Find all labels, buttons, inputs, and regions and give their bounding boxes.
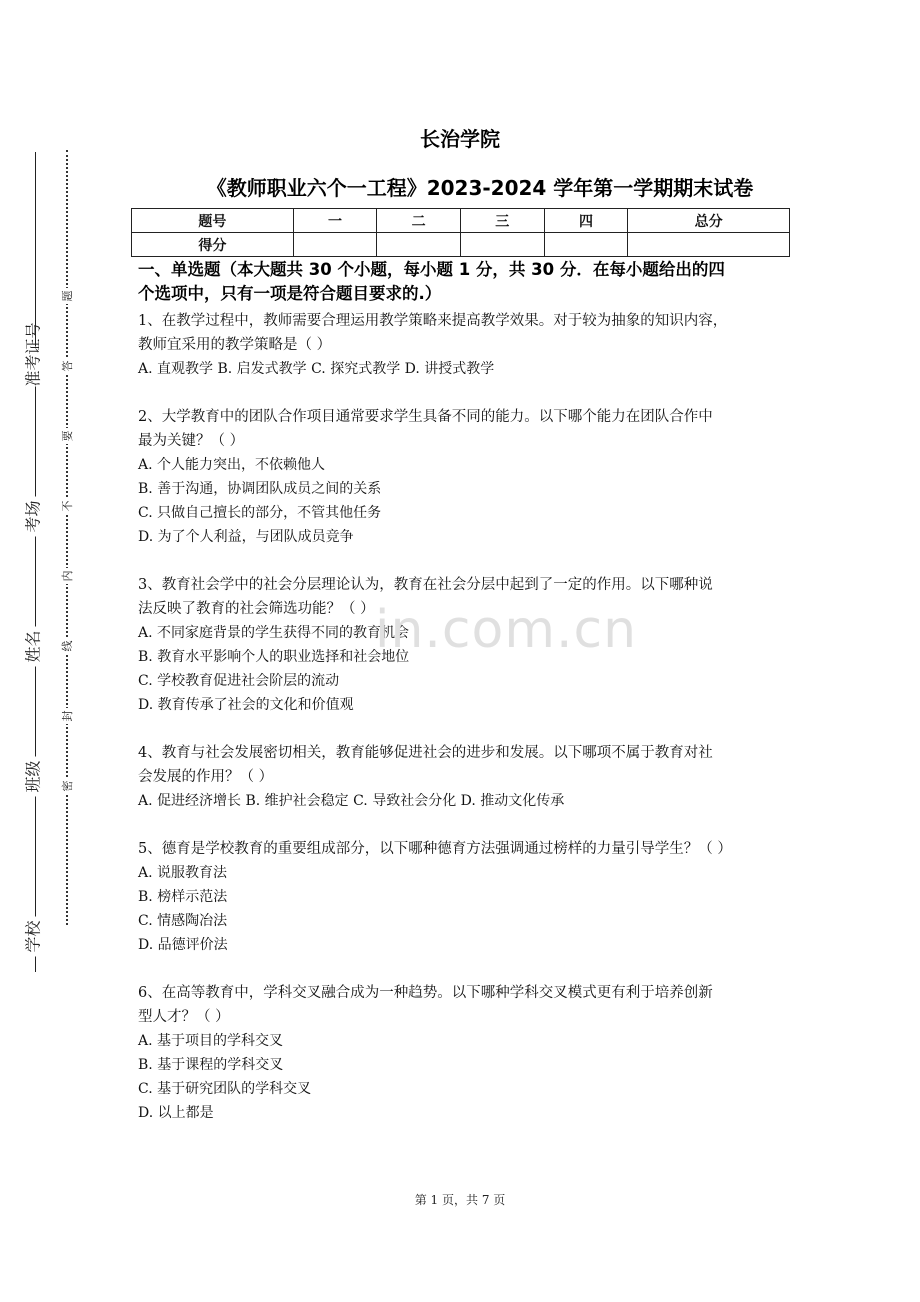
option-d: D. 教育传承了社会的文化和价值观 (138, 697, 354, 713)
watermark: in.com.cn (375, 600, 638, 660)
seal-char: 答 (59, 358, 75, 374)
option-d: D. 为了个人利益，与团队成员竞争 (138, 529, 354, 545)
option-b: B. 教育水平影响个人的职业选择和社会地位 (138, 649, 410, 665)
question-stem: 教师宜采用的教学策略是（ ） (138, 337, 332, 353)
option-d: D. 以上都是 (138, 1105, 214, 1121)
question-6 (138, 981, 793, 1125)
score-input-cell[interactable] (377, 233, 461, 257)
question-stem: 型人才？（ ） (138, 1009, 230, 1025)
table-cell: 二 (377, 209, 461, 233)
seal-char: 内 (59, 568, 75, 584)
option-c: C. 情感陶冶法 (138, 913, 228, 929)
question-stem: 会发展的作用？（ ） (138, 769, 274, 785)
seal-char: 封 (59, 708, 75, 724)
table-cell: 总分 (628, 209, 790, 233)
exam-room-label: 考场 (21, 497, 44, 537)
options-inline: A. 直观教学 B. 启发式教学 C. 探究式教学 D. 讲授式教学 (138, 361, 495, 377)
option-a: A. 不同家庭背景的学生获得不同的教育机会 (138, 625, 410, 641)
table-cell: 四 (544, 209, 628, 233)
option-b: B. 基于课程的学科交叉 (138, 1057, 284, 1073)
option-b: B. 榜样示范法 (138, 889, 228, 905)
option-a: A. 说服教育法 (138, 865, 228, 881)
question-stem: 2、大学教育中的团队合作项目通常要求学生具备不同的能力。以下哪个能力在团队合作中 (138, 409, 713, 425)
score-input-cell[interactable] (544, 233, 628, 257)
question-stem: 3、教育社会学中的社会分层理论认为，教育在社会分层中起到了一定的作用。以下哪种说 (138, 577, 713, 593)
seal-char: 题 (59, 288, 75, 304)
question-stem: 5、德育是学校教育的重要组成部分，以下哪种德育方法强调通过榜样的力量引导学生？（ ） (138, 841, 732, 857)
question-3 (138, 573, 793, 717)
class-label: 班级 (21, 757, 44, 797)
seal-char: 要 (59, 428, 75, 444)
section-header: 一、单选题（本大题共 30 个小题，每小题 1 分，共 30 分．在每小题给出的四 个选项中，只有一项是符合题目要求的.） (138, 260, 725, 303)
score-table (131, 208, 790, 257)
binding-solid-line (35, 152, 36, 972)
option-b: B. 善于沟通，协调团队成员之间的关系 (138, 481, 382, 497)
question-stem: 4、教育与社会发展密切相关，教育能够促进社会的进步和发展。以下哪项不属于教育对社 (138, 745, 713, 761)
option-a: A. 基于项目的学科交叉 (138, 1033, 284, 1049)
seal-char: 密 (59, 778, 75, 794)
score-input-cell[interactable] (460, 233, 544, 257)
question-stem: 1、在教学过程中，教师需要合理运用教学策略来提高教学效果。对于较为抽象的知识内容， (138, 313, 728, 329)
school-label: 学校 (21, 917, 44, 957)
question-5 (138, 837, 793, 957)
school-title: 长治学院 (420, 127, 500, 151)
seal-char: 不 (59, 498, 75, 514)
score-input-cell[interactable] (293, 233, 377, 257)
exam-title: 《教师职业六个一工程》2023-2024 学年第一学期期末试卷 (206, 176, 754, 200)
table-cell: 三 (460, 209, 544, 233)
score-table-score-row (132, 233, 790, 257)
option-a: A. 个人能力突出，不依赖他人 (138, 457, 326, 473)
option-c: C. 学校教育促进社会阶层的流动 (138, 673, 340, 689)
question-1 (138, 309, 793, 381)
question-4 (138, 741, 793, 813)
question-stem: 最为关键？（ ） (138, 433, 245, 449)
page-footer: 第 1 页，共 7 页 (414, 1193, 506, 1207)
question-stem: 6、在高等教育中，学科交叉融合成为一种趋势。以下哪种学科交叉模式更有利于培养创新 (138, 985, 713, 1001)
binding-margin (0, 140, 110, 960)
options-inline: A. 促进经济增长 B. 维护社会稳定 C. 导致社会分化 D. 推动文化传承 (138, 793, 565, 809)
binding-dotted-line (66, 150, 68, 925)
seal-char: 线 (59, 638, 75, 654)
option-c: C. 基于研究团队的学科交叉 (138, 1081, 312, 1097)
question-stem: 法反映了教育的社会筛选功能？（ ） (138, 601, 375, 617)
option-d: D. 品德评价法 (138, 937, 228, 953)
score-table-header-row (132, 209, 790, 233)
score-input-cell[interactable] (628, 233, 790, 257)
table-cell: 一 (293, 209, 377, 233)
table-cell: 题号 (132, 209, 294, 233)
name-label: 姓名 (21, 627, 44, 667)
table-cell: 得分 (132, 233, 294, 257)
exam-number-label: 准考证号 (21, 347, 44, 387)
question-2 (138, 405, 793, 549)
option-c: C. 只做自己擅长的部分，不管其他任务 (138, 505, 382, 521)
exam-content (138, 258, 793, 1149)
